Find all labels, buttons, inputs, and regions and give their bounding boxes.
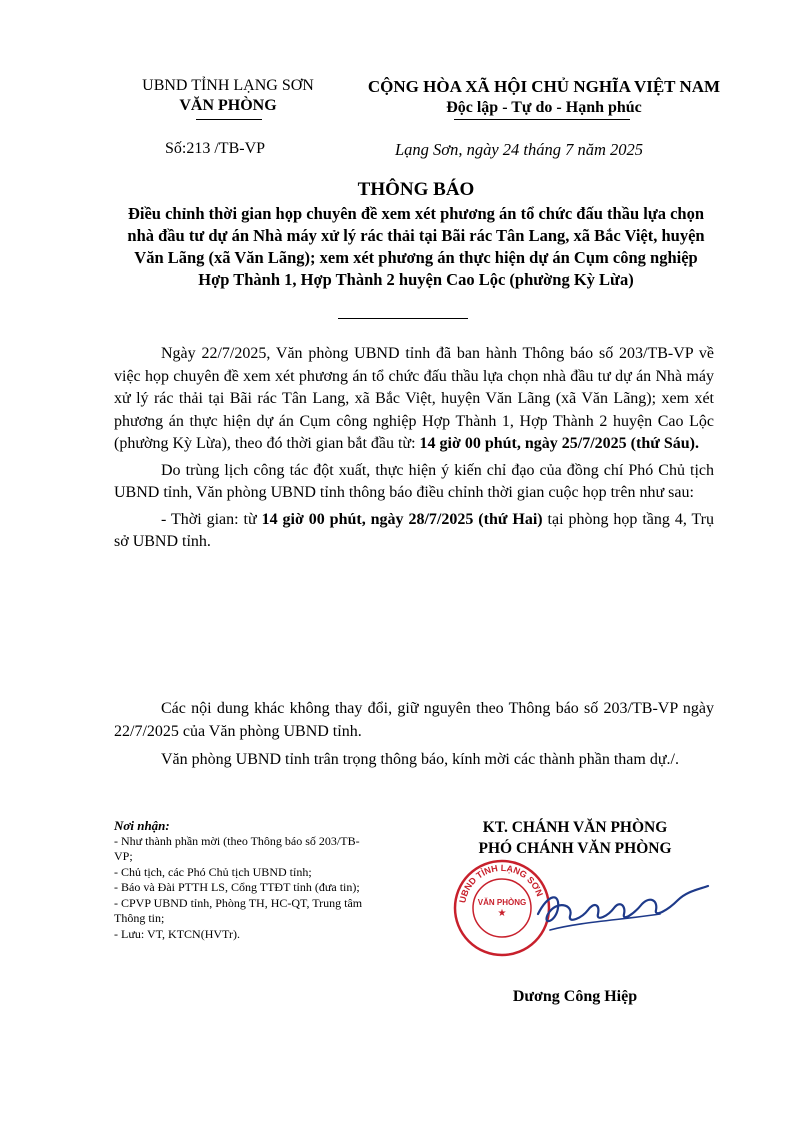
paragraph-2: Do trùng lịch công tác đột xuất, thực hiện ý kiến chỉ đạo của đồng chí Phó Chủ tịch UBND tỉnh, Văn phòng UBND tỉnh thông báo điều chỉnh thời gian cuộc họp trên như sau:: [114, 461, 714, 501]
paragraph-3-prefix: - Thời gian: từ: [161, 510, 262, 528]
handwritten-signature-icon: [530, 874, 720, 944]
body-section-2: [114, 698, 714, 772]
issuer-underline: [196, 119, 262, 120]
recipients-heading: Nơi nhận:: [114, 818, 170, 833]
paragraph-3: [114, 509, 714, 554]
recipient-item: - Báo và Đài PTTH LS, Cổng TTĐT tỉnh (đưa tin);: [114, 880, 360, 894]
country-name: CỘNG HÒA XÃ HỘI CHỦ NGHĨA VIỆT NAM: [367, 77, 721, 96]
signer-name: Dương Công Hiệp: [512, 988, 638, 1005]
new-meeting-time: 14 giờ 00 phút, ngày 28/7/2025 (thứ Hai): [261, 510, 543, 528]
national-heading: [350, 76, 738, 118]
document-title: THÔNG BÁO: [357, 179, 475, 200]
recipients-block: [114, 818, 376, 942]
issuer-office: VĂN PHÒNG: [179, 97, 277, 114]
document-subject: Điều chỉnh thời gian họp chuyên đề xem xét phương án tổ chức đấu thầu lựa chọn nhà đầu tư dự án Nhà máy xử lý rác thải tại Bãi rác Tân Lang, xã Bắc Việt, huyện Văn Lãng (xã Văn Lãng); xem xét phương án thực hiện dự án Cụm công nghiệp Hợp Thành 1, Hợp Thành 2 huyện Cao Lộc (phường Kỳ Lừa): [127, 204, 705, 289]
national-motto: Độc lập - Tự do - Hạnh phúc: [446, 99, 642, 116]
paragraph-3-suffix: tại phòng họp tầng 4, Trụ sở UBND tỉnh.: [114, 510, 715, 550]
paragraph-4: Các nội dung khác không thay đổi, giữ nguyên theo Thông báo số 203/TB-VP ngày 22/7/2025 của Văn phòng UBND tỉnh.: [114, 700, 714, 740]
recipient-item: - Lưu: VT, KTCN(HVTr).: [114, 926, 240, 941]
seal-inner-text: VĂN PHÒNG: [477, 898, 527, 907]
signature-title-1: KT. CHÁNH VĂN PHÒNG: [482, 819, 668, 836]
seal-star-icon: ★: [497, 908, 507, 919]
signature-title-block: [430, 817, 720, 859]
recipient-item: - CPVP UBND tỉnh, Phòng TH, HC-QT, Trung tâm Thông tin;: [114, 895, 363, 925]
paragraph-1: [114, 343, 714, 456]
signature-title-2: PHÓ CHÁNH VĂN PHÒNG: [478, 840, 672, 857]
issuer-block: [118, 76, 338, 116]
recipient-item: - Như thành phần mời (theo Thông báo số 203/TB-VP;: [114, 833, 360, 863]
body-section-1: [114, 343, 714, 554]
seal-outer-text: UBND TỈNH LẠNG SƠN: [457, 862, 545, 904]
issuer-org: UBND TỈNH LẠNG SƠN: [142, 77, 314, 94]
recipient-item: - Chủ tịch, các Phó Chủ tịch UBND tỉnh;: [114, 864, 312, 879]
paragraph-1-text: Ngày 22/7/2025, Văn phòng UBND tỉnh đã ban hành Thông báo số 203/TB-VP về việc họp chuyên đề xem xét phương án tổ chức đấu thầu lựa chọn nhà đầu tư dự án Nhà máy xử lý rác thải tại Bãi rác Tân Lang, xã Bắc Việt, huyện Văn Lãng (xã Văn Lãng); xem xét phương án thực hiện dự án Cụm công nghiệp Hợp Thành 1, Hợp Thành 2 huyện Cao Lộc (phường Kỳ Lừa), theo đó thời gian bắt đầu từ:: [114, 345, 714, 452]
title-block: [118, 178, 714, 291]
document-number: Số:213 /TB-VP: [165, 140, 266, 157]
original-meeting-time: 14 giờ 00 phút, ngày 25/7/2025 (thứ Sáu).: [419, 435, 699, 452]
motto-underline: [454, 119, 630, 120]
paragraph-5: Văn phòng UBND tỉnh trân trọng thông báo, kính mời các thành phần tham dự./.: [161, 751, 679, 768]
subject-underline: [338, 318, 468, 319]
place-and-date: Lạng Sơn, ngày 24 tháng 7 năm 2025: [395, 140, 644, 159]
